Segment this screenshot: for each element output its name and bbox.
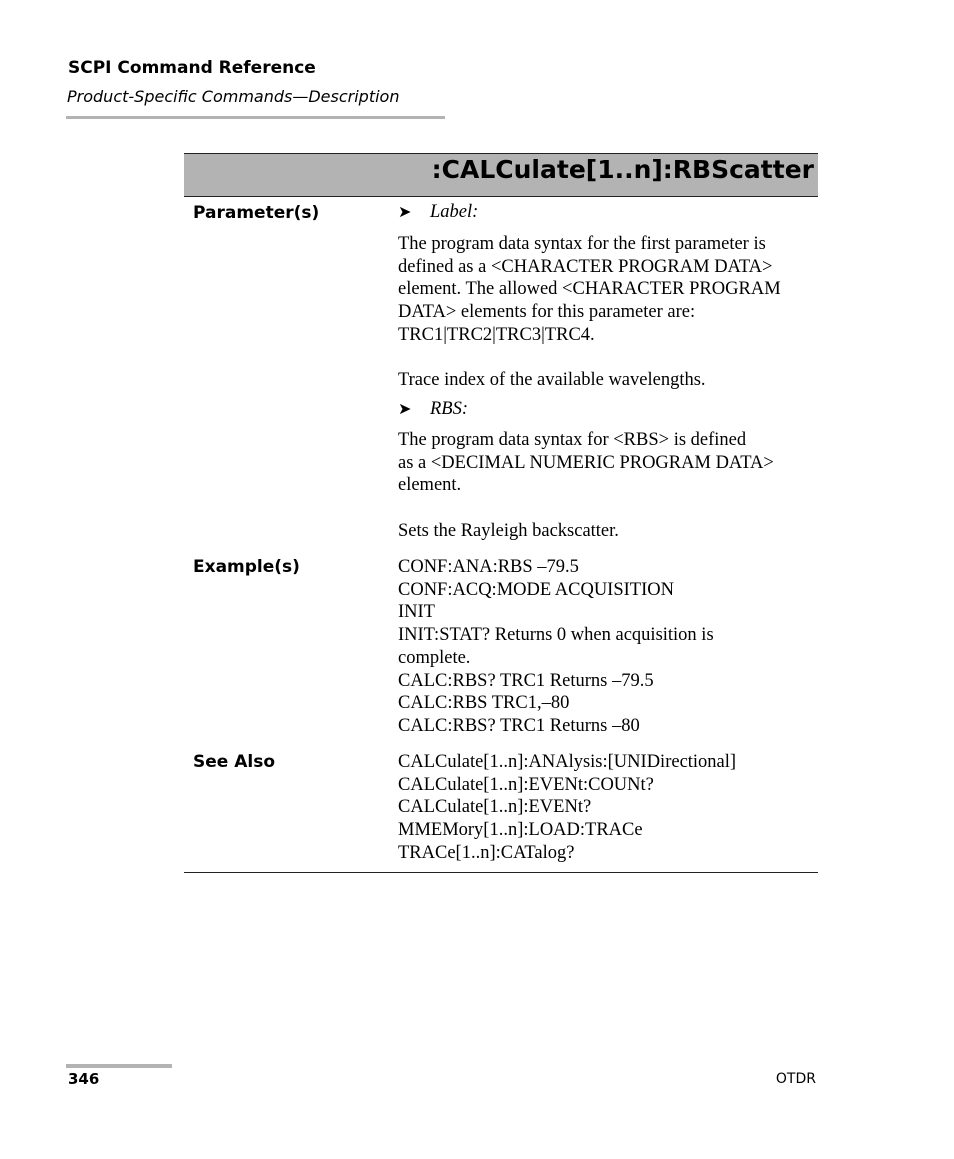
see-also-line: MMEMory[1..n]:LOAD:TRACe — [398, 820, 643, 841]
parameter-description — [398, 233, 816, 347]
text-line: element. The allowed <CHARACTER PROGRAM — [398, 279, 781, 300]
section-title: SCPI Command Reference — [68, 58, 316, 78]
see-also-line: CALCulate[1..n]:EVENt:COUNt? — [398, 774, 654, 795]
example-line: CONF:ACQ:MODE ACQUISITION — [398, 579, 674, 600]
see-also-label: See Also — [193, 752, 276, 772]
header-rule — [66, 116, 445, 119]
arrow-bullet-icon: ➤ — [398, 399, 412, 418]
see-also-line: CALCulate[1..n]:ANAlysis:[UNIDirectional] — [398, 752, 737, 772]
see-also-line: TRACe[1..n]:CATalog? — [398, 842, 575, 863]
parameters-label: Parameter(s) — [193, 203, 320, 223]
parameter-note: Trace index of the available wavelengths. — [398, 370, 706, 390]
example-line: CONF:ANA:RBS –79.5 — [398, 557, 579, 577]
see-also-block — [398, 751, 816, 865]
example-line: INIT:STAT? Returns 0 when acquisition is — [398, 625, 714, 646]
example-line: complete. — [398, 647, 471, 668]
parameter-item-rbs: ➤ RBS: — [398, 399, 469, 419]
table-bottom-rule — [184, 872, 818, 873]
arrow-bullet-icon: ➤ — [398, 202, 412, 221]
page-number: 346 — [68, 1070, 100, 1088]
parameter-note: Sets the Rayleigh backscatter. — [398, 521, 619, 541]
parameter-description — [398, 429, 816, 497]
example-line: CALC:RBS? TRC1 Returns –79.5 — [398, 670, 654, 691]
examples-block — [398, 556, 816, 738]
example-line: CALC:RBS? TRC1 Returns –80 — [398, 715, 640, 736]
examples-label: Example(s) — [193, 557, 300, 577]
text-line: defined as a <CHARACTER PROGRAM DATA> — [398, 256, 773, 277]
example-line: CALC:RBS TRC1,–80 — [398, 693, 570, 714]
text-line: as a <DECIMAL NUMERIC PROGRAM DATA> — [398, 452, 774, 473]
example-line: INIT — [398, 602, 435, 623]
text-line: The program data syntax for <RBS> is defined — [398, 430, 747, 450]
subsection-title: Product-Specific Commands—Description — [67, 87, 400, 106]
text-line: DATA> elements for this parameter are: — [398, 302, 696, 323]
command-title: :CALCulate[1..n]:RBScatter — [431, 155, 814, 184]
footer-rule — [66, 1064, 172, 1068]
text-line: The program data syntax for the first parameter is — [398, 234, 766, 254]
product-name: OTDR — [775, 1071, 816, 1087]
see-also-line: CALCulate[1..n]:EVENt? — [398, 797, 592, 818]
text-line: element. — [398, 475, 462, 496]
text-line: TRC1|TRC2|TRC3|TRC4. — [398, 324, 595, 345]
parameter-item-label: ➤ Label: — [398, 202, 479, 222]
